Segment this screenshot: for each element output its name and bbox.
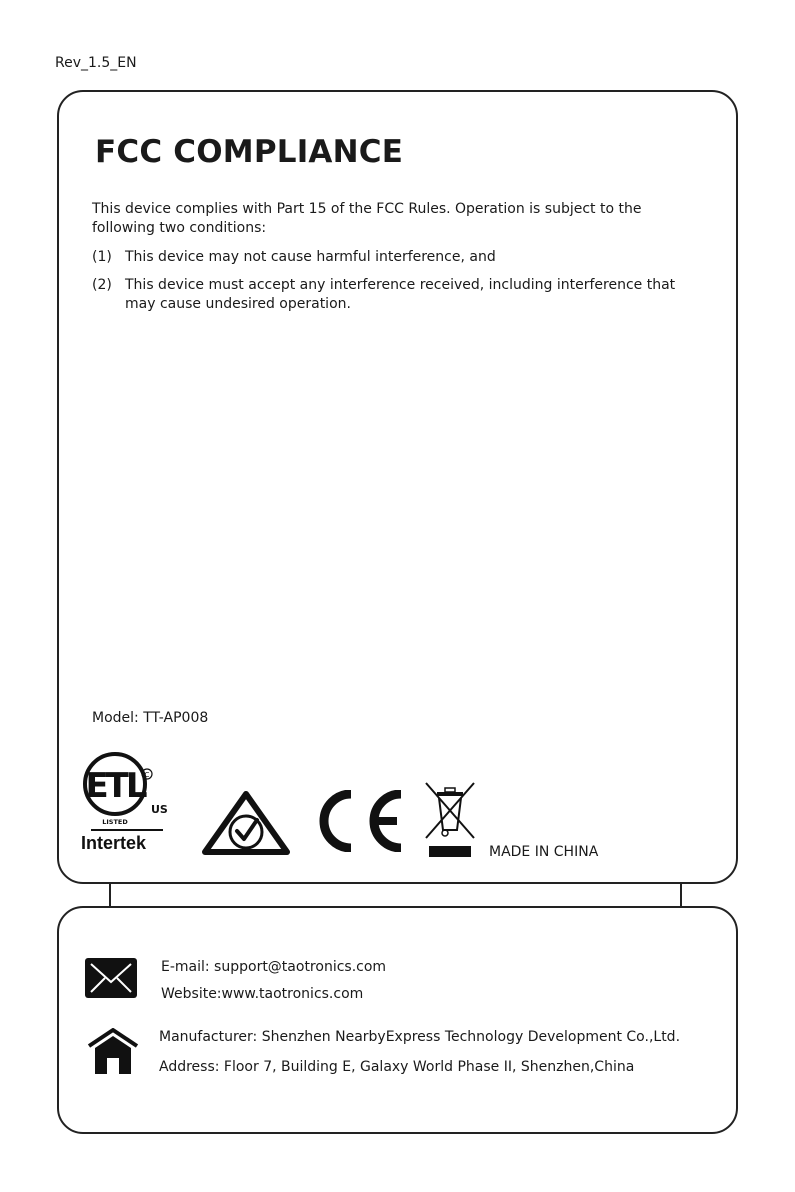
email-text: E-mail: support@taotronics.com	[161, 959, 387, 975]
ce-mark	[311, 790, 407, 852]
condition-text: This device may not cause harmful interference, and	[125, 249, 496, 265]
contact-panel	[57, 906, 738, 1134]
condition-number: (1)	[92, 249, 112, 265]
etl-brand: Intertek	[81, 833, 147, 853]
etl-listed-text: LISTED	[102, 818, 128, 826]
address-text: Address: Floor 7, Building E, Galaxy World Phase II, Shenzhen,China	[159, 1059, 635, 1075]
etl-c-mark: C	[144, 771, 150, 779]
made-in-label: MADE IN CHINA	[489, 844, 599, 860]
etl-listed-logo	[81, 746, 171, 860]
etl-us-mark: US	[151, 803, 168, 816]
divider	[680, 882, 682, 908]
rcm-logo	[199, 790, 293, 858]
manufacturer-text: Manufacturer: Shenzhen NearbyExpress Technology Development Co.,Ltd.	[159, 1029, 681, 1045]
condition-text: This device must accept any interference received, including interference that may cause undesired operation.	[125, 277, 676, 312]
revision-label: Rev_1.5_EN	[55, 55, 137, 71]
model-number: Model: TT-AP008	[92, 710, 209, 726]
etl-letters: ETL	[85, 766, 145, 806]
intro-text: This device complies with Part 15 of the FCC Rules. Operation is subject to the following two conditions:	[92, 201, 642, 236]
page-title: FCC COMPLIANCE	[95, 134, 404, 170]
divider	[109, 882, 111, 908]
compliance-panel	[57, 90, 738, 884]
home-icon	[87, 1028, 139, 1074]
condition-number: (2)	[92, 277, 112, 293]
weee-bin-icon	[423, 780, 477, 860]
envelope-icon	[85, 958, 137, 998]
website-text: Website:www.taotronics.com	[161, 986, 364, 1002]
